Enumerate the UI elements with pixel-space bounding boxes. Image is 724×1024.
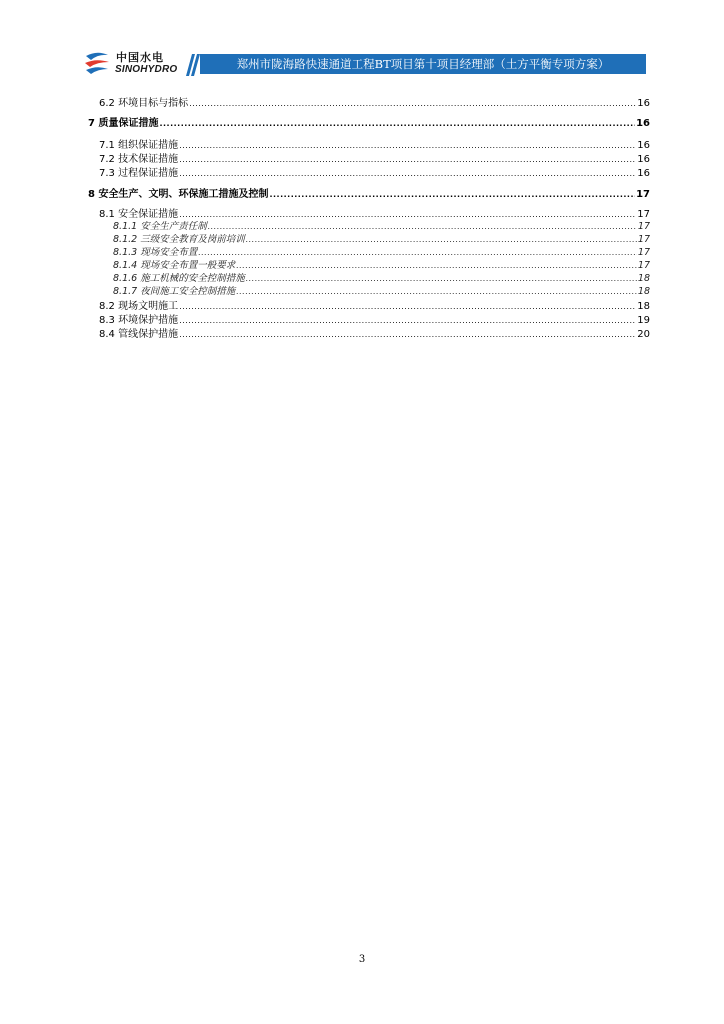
logo-chinese-name: 中国水电 (116, 51, 164, 64)
toc-entry-page: 17 (637, 209, 650, 220)
toc-leader-dots (189, 99, 636, 108)
toc-entry[interactable] (88, 270, 650, 284)
toc-entry-title: 7 质量保证措施 (88, 118, 159, 129)
toc-entry-title: 8.3 环境保护措施 (99, 315, 179, 326)
toc-entry-title: 8.1.1 安全生产责任制 (113, 221, 207, 232)
sinohydro-logo-icon (82, 50, 112, 76)
company-logo (82, 48, 190, 78)
toc-entry-title: 7.2 技术保证措施 (99, 154, 179, 165)
toc-leader-dots (246, 235, 637, 244)
logo-english-name: SINOHYDRO (115, 64, 178, 75)
toc-entry-page: 20 (637, 329, 650, 340)
toc-entry-page: 16 (637, 98, 650, 109)
toc-entry[interactable] (88, 218, 650, 232)
toc-entry[interactable] (88, 257, 650, 271)
toc-entry[interactable] (88, 150, 650, 165)
toc-leader-dots (179, 169, 636, 178)
toc-entry-page: 16 (637, 154, 650, 165)
toc-leader-dots (208, 222, 637, 231)
toc-entry-page: 17 (637, 234, 650, 245)
toc-leader-dots (179, 302, 636, 311)
toc-entry-title: 8.1.4 现场安全布置一般要求 (113, 260, 236, 271)
toc-leader-dots (246, 274, 637, 283)
toc-entry-page: 17 (637, 221, 650, 232)
toc-entry-title: 8.2 现场文明施工 (99, 301, 179, 312)
toc-entry-page: 18 (637, 301, 650, 312)
toc-leader-dots (179, 155, 636, 164)
toc-entry-title: 6.2 环境目标与指标 (99, 98, 189, 109)
toc-entry-page: 17 (637, 260, 650, 271)
toc-leader-dots (236, 287, 637, 296)
toc-entry[interactable] (88, 325, 650, 340)
toc-leader-dots (179, 316, 636, 325)
toc-entry-page: 16 (637, 168, 650, 179)
toc-entry-page: 16 (636, 118, 650, 129)
toc-entry[interactable] (88, 231, 650, 245)
toc-entry-title: 8.1.2 三级安全教育及岗前培训 (113, 234, 245, 245)
toc-entry-title: 8.4 管线保护措施 (99, 329, 179, 340)
toc-leader-dots (269, 190, 635, 199)
toc-entry[interactable] (88, 283, 650, 297)
toc-entry-page: 17 (636, 189, 650, 200)
toc-entry-title: 7.3 过程保证措施 (99, 168, 179, 179)
toc-entry[interactable] (88, 244, 650, 258)
toc-entry-page: 18 (637, 286, 650, 297)
toc-entry-page: 19 (637, 315, 650, 326)
toc-leader-dots (179, 141, 636, 150)
toc-entry-title: 8.1.3 现场安全布置 (113, 247, 198, 258)
header-banner (200, 54, 646, 74)
header-divider-slashes (186, 54, 200, 76)
toc-entry-page: 17 (637, 247, 650, 258)
toc-entry[interactable] (88, 311, 650, 326)
toc-entry[interactable] (88, 94, 650, 109)
toc-leader-dots (159, 119, 635, 128)
toc-entry-page: 16 (637, 140, 650, 151)
toc-entry-title: 8.1 安全保证措施 (99, 209, 179, 220)
page-number: 3 (358, 954, 366, 965)
toc-entry[interactable] (88, 136, 650, 151)
document-title: 郑州市陇海路快速通道工程BT项目第十项目经理部（土方平衡专项方案） (236, 57, 610, 71)
toc-entry[interactable] (88, 297, 650, 312)
page-header (82, 46, 646, 78)
toc-entry[interactable] (88, 114, 650, 129)
toc-leader-dots (198, 248, 637, 257)
toc-entry-title: 8 安全生产、文明、环保施工措施及控制 (88, 189, 269, 200)
toc-entry[interactable] (88, 164, 650, 179)
toc-entry-title: 8.1.7 夜间施工安全控制措施 (113, 286, 236, 297)
toc-entry[interactable] (88, 185, 650, 200)
toc-entry-page: 18 (637, 273, 650, 284)
toc-entry-title: 7.1 组织保证措施 (99, 140, 179, 151)
toc-leader-dots (179, 330, 636, 339)
toc-entry-title: 8.1.6 施工机械的安全控制措施 (113, 273, 245, 284)
toc-leader-dots (236, 261, 637, 270)
